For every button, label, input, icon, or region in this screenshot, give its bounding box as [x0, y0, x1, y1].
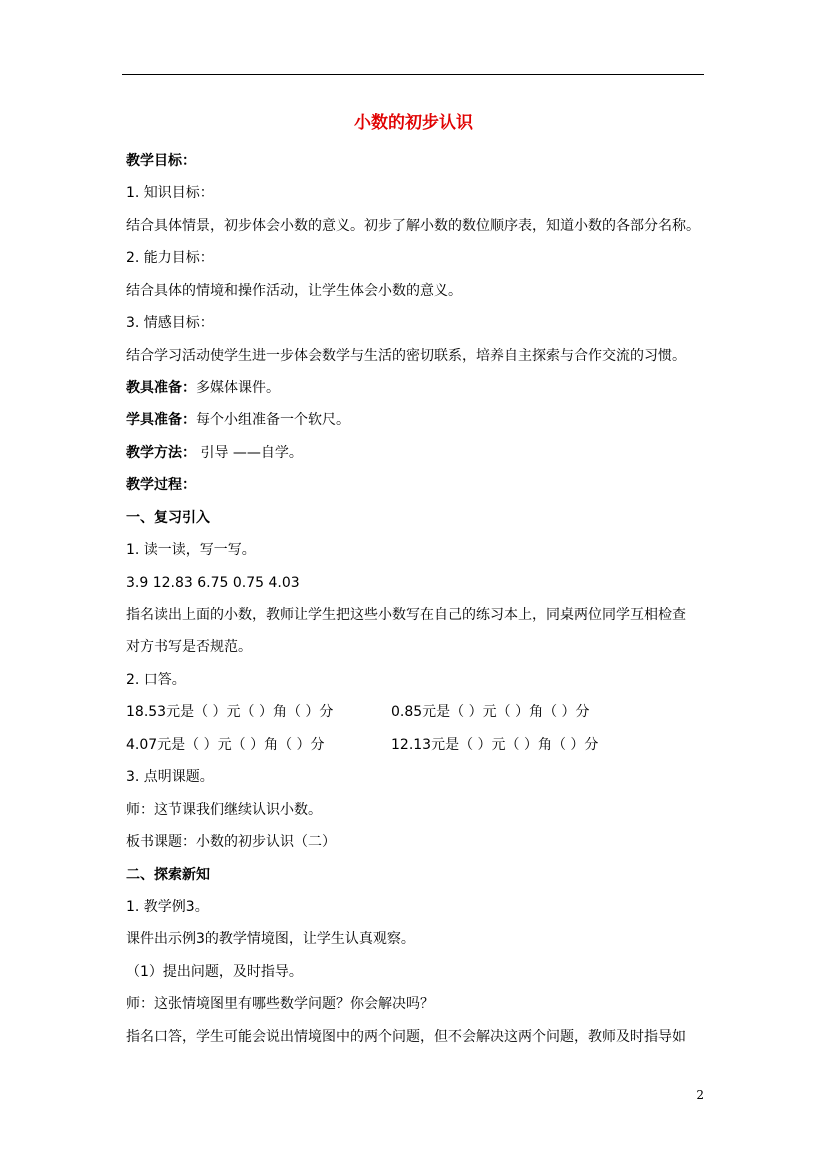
text-line: [126, 735, 325, 755]
text-line: [126, 346, 686, 366]
text-line: [126, 508, 210, 528]
line-text: 结合学习活动使学生进一步体会数学与生活的密切联系，培养自主探索与合作交流的习惯。: [126, 348, 686, 364]
text-line: [126, 670, 186, 690]
text-line: [126, 443, 303, 463]
line-text: 1. 教学例3。: [126, 899, 209, 915]
text-line: [126, 540, 256, 560]
text-line: [126, 281, 462, 301]
text-line: [126, 313, 214, 333]
document-title: 小数的初步认识: [354, 113, 473, 133]
page-number: 2: [696, 1088, 704, 1102]
section-label: 教学目标：: [126, 153, 196, 169]
line-text: 每个小组准备一个软尺。: [196, 412, 350, 428]
text-line: [126, 767, 214, 787]
text-line: [126, 248, 214, 268]
line-text: 3.9 12.83 6.75 0.75 4.03: [126, 575, 300, 591]
line-text: 多媒体课件。: [196, 380, 280, 396]
text-line: [126, 929, 415, 949]
line-text: 结合具体情景，初步体会小数的意义。初步了解小数的数位顺序表，知道小数的各部分名称。: [126, 218, 700, 234]
text-line: [126, 865, 210, 885]
line-text: 板书课题：小数的初步认识（二）: [126, 834, 336, 850]
text-line: [126, 962, 303, 982]
section-label: 教学方法：: [126, 445, 196, 461]
text-line: [126, 1027, 686, 1047]
line-text: 引导 ——自学。: [196, 445, 303, 461]
line-text: 3. 点明课题。: [126, 769, 214, 785]
text-line: [126, 183, 214, 203]
section-label: 学具准备：: [126, 412, 196, 428]
line-text: 师：这节课我们继续认识小数。: [126, 802, 322, 818]
line-text: 结合具体的情境和操作活动，让学生体会小数的意义。: [126, 283, 462, 299]
line-text: 1. 读一读，写一写。: [126, 542, 256, 558]
line-text: 指名读出上面的小数，教师让学生把这些小数写在自己的练习本上，同桌两位同学互相检查: [126, 607, 686, 623]
text-line: [126, 378, 280, 398]
text-line: [126, 800, 322, 820]
line-text: （1）提出问题，及时指导。: [126, 964, 303, 980]
text-line: [126, 994, 434, 1014]
text-line: [126, 605, 686, 625]
text-line: [126, 573, 300, 593]
line-text: 18.53元是（ ）元（ ）角（ ）分: [126, 704, 334, 720]
line-text: 4.07元是（ ）元（ ）角（ ）分: [126, 737, 325, 753]
line-text: 1. 知识目标：: [126, 185, 214, 201]
line-text: 2. 能力目标：: [126, 250, 214, 266]
text-line: [126, 216, 700, 236]
line-text: 2. 口答。: [126, 672, 186, 688]
line-text: 指名口答，学生可能会说出情境图中的两个问题，但不会解决这两个问题，教师及时指导如: [126, 1029, 686, 1045]
line-text: 课件出示例3的教学情境图，让学生认真观察。: [126, 931, 415, 947]
text-line: [126, 832, 336, 852]
line-text: 师：这张情境图里有哪些数学问题？你会解决吗？: [126, 996, 434, 1012]
section-label: 二、探索新知: [126, 867, 210, 883]
line-text: 3. 情感目标：: [126, 315, 214, 331]
section-label: 一、复习引入: [126, 510, 210, 526]
text-line: [126, 702, 333, 722]
text-line: [126, 897, 209, 917]
section-label: 教具准备：: [126, 380, 196, 396]
text-line: [126, 637, 252, 657]
text-line: [126, 475, 196, 495]
line-text: 对方书写是否规范。: [126, 639, 252, 655]
line-text-column-2: 0.85元是（ ）元（ ）角（ ）分: [391, 704, 590, 720]
text-line: [126, 151, 196, 171]
section-label: 教学过程：: [126, 477, 196, 493]
header-rule: [122, 74, 704, 75]
line-text-column-2: 12.13元是（ ）元（ ）角（ ）分: [391, 737, 599, 753]
text-line: [126, 410, 350, 430]
